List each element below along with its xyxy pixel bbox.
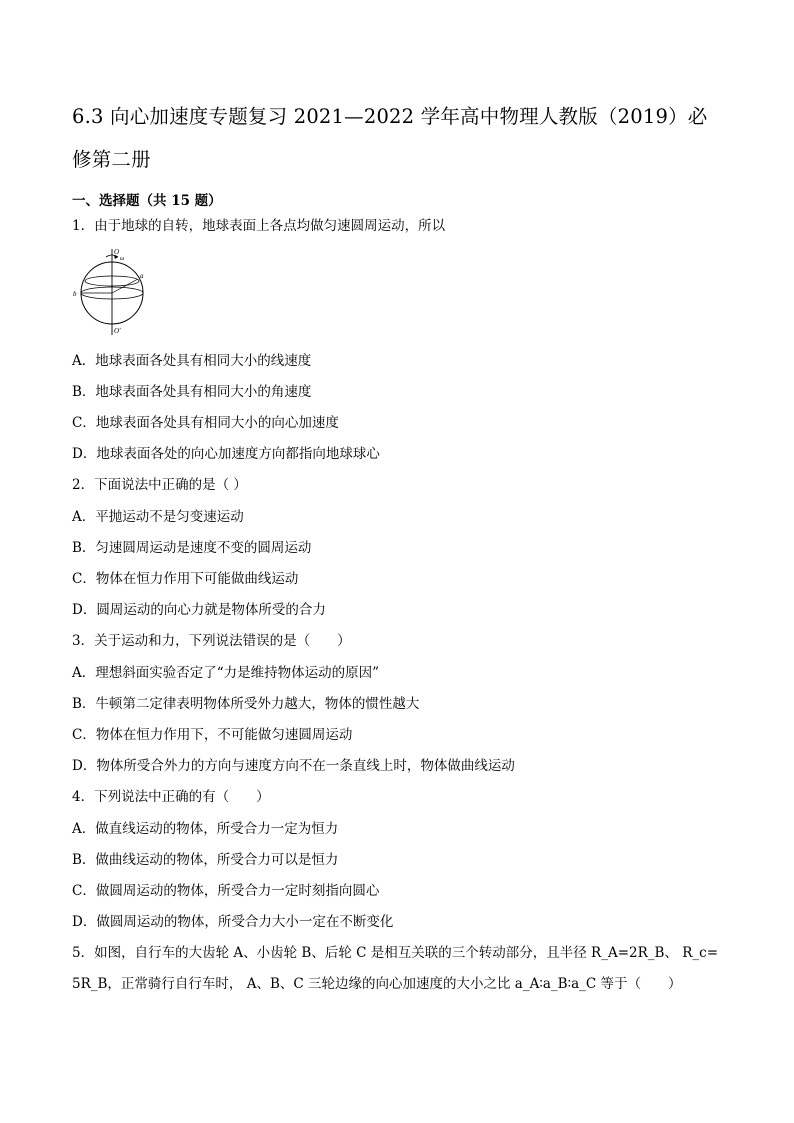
earth-rotation-figure [72, 245, 156, 337]
question-3-option-d: D．物体所受合外力的方向与速度方向不在一条直线上时，物体做曲线运动 [72, 758, 515, 774]
question-5-stem-line-1: 5．如图，自行车的大齿轮 A、小齿轮 B、后轮 C 是相互关联的三个转动部分，且半径 R_A=2R_B、 R_c= [72, 945, 719, 961]
question-1-option-a: A．地球表面各处具有相同大小的线速度 [72, 353, 312, 369]
question-1-option-c: C．地球表面各处具有相同大小的向心加速度 [72, 415, 339, 431]
label-o: O [114, 248, 120, 256]
question-4-option-d: D．做圆周运动的物体，所受合力大小一定在不断变化 [72, 914, 394, 930]
question-4-stem: 4．下列说法中正确的有（ ） [72, 789, 270, 805]
question-3-option-a: A．理想斜面实验否定了“力是维持物体运动的原因” [72, 665, 380, 681]
question-5-stem-line-2: 5R_B，正常骑行自行车时， A、B、C 三轮边缘的向心加速度的大小之比 a_A∶a_B∶a_C 等于（ ） [72, 976, 682, 992]
question-3-stem: 3．关于运动和力，下列说法错误的是（ ） [72, 633, 351, 649]
question-4-option-b: B．做曲线运动的物体，所受合力可以是恒力 [72, 852, 339, 868]
question-1-option-d: D．地球表面各处的向心加速度方向都指向地球球心 [72, 446, 380, 462]
document-title-line-1: 6.3 向心加速度专题复习 2021—2022 学年高中物理人教版（2019）必 [72, 105, 708, 128]
question-1-stem: 1．由于地球的自转，地球表面上各点均做匀速圆周运动，所以 [72, 218, 446, 234]
document-title-line-2: 修第二册 [72, 148, 151, 171]
question-4-option-a: A．做直线运动的物体，所受合力一定为恒力 [72, 821, 339, 837]
question-4-option-c: C．做圆周运动的物体，所受合力一定时刻指向圆心 [72, 883, 380, 899]
label-o-prime: O′ [114, 327, 121, 335]
label-a: a [140, 272, 144, 280]
label-b: b [73, 290, 77, 298]
question-1-option-b: B．地球表面各处具有相同大小的角速度 [72, 384, 312, 400]
question-2-option-a: A．平抛运动不是匀变速运动 [72, 509, 244, 525]
earth-diagram [72, 245, 156, 337]
section-heading: 一、选择题（共 15 题） [72, 193, 222, 209]
question-2-stem: 2．下面说法中正确的是（ ） [72, 477, 247, 493]
question-2-option-d: D．圆周运动的向心力就是物体所受的合力 [72, 602, 326, 618]
question-3-option-c: C．物体在恒力作用下，不可能做匀速圆周运动 [72, 727, 353, 743]
question-3-option-b: B．牛顿第二定律表明物体所受外力越大，物体的惯性越大 [72, 696, 420, 712]
question-2-option-b: B．匀速圆周运动是速度不变的圆周运动 [72, 540, 312, 556]
label-omega: ω [120, 256, 125, 262]
question-2-option-c: C．物体在恒力作用下可能做曲线运动 [72, 571, 299, 587]
